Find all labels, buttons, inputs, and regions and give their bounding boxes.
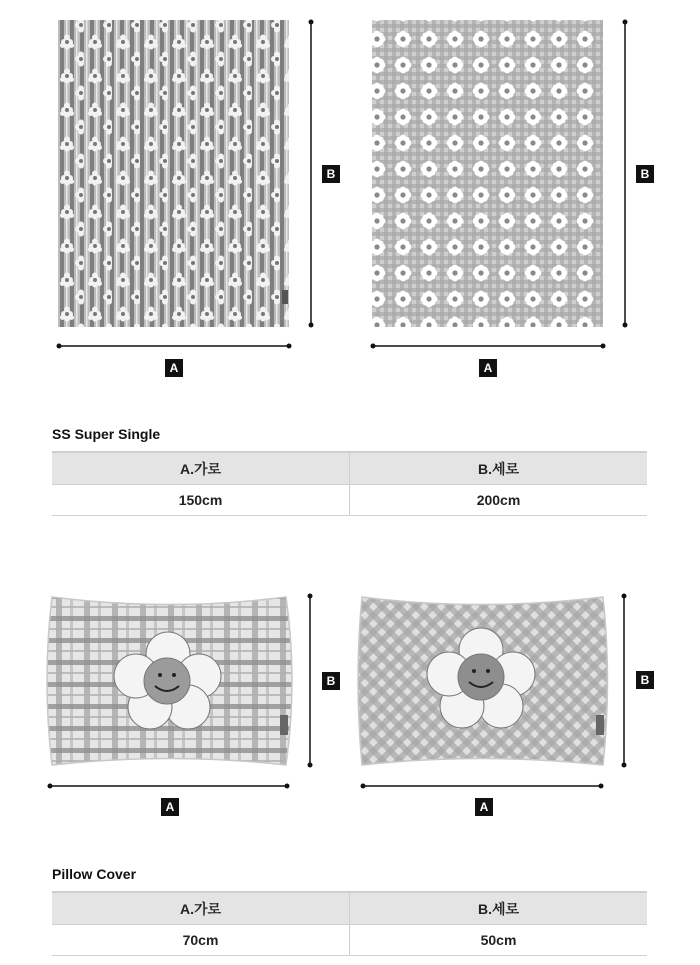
width-value: 150cm <box>52 485 350 516</box>
dimension-b-marker: B <box>636 671 654 689</box>
table-header-row <box>52 892 647 925</box>
dimension-a-marker: A <box>479 359 497 377</box>
height-value: 200cm <box>350 485 648 516</box>
pillow-size-table <box>52 891 647 956</box>
dimension-a-marker: A <box>165 359 183 377</box>
width-header: A.가로 <box>52 892 350 925</box>
dimension-b-marker: B <box>636 165 654 183</box>
height-header: B.세로 <box>350 452 648 485</box>
dimension-b-marker: B <box>322 165 340 183</box>
width-value: 70cm <box>52 925 350 956</box>
blanket-size-title: SS Super Single <box>52 426 161 442</box>
dimension-a-marker: A <box>161 798 179 816</box>
table-row <box>52 925 647 956</box>
width-header: A.가로 <box>52 452 350 485</box>
pillow-size-title: Pillow Cover <box>52 866 137 882</box>
height-header: B.세로 <box>350 892 648 925</box>
dimension-a-marker: A <box>475 798 493 816</box>
height-value: 50cm <box>350 925 648 956</box>
dimension-b-marker: B <box>322 672 340 690</box>
